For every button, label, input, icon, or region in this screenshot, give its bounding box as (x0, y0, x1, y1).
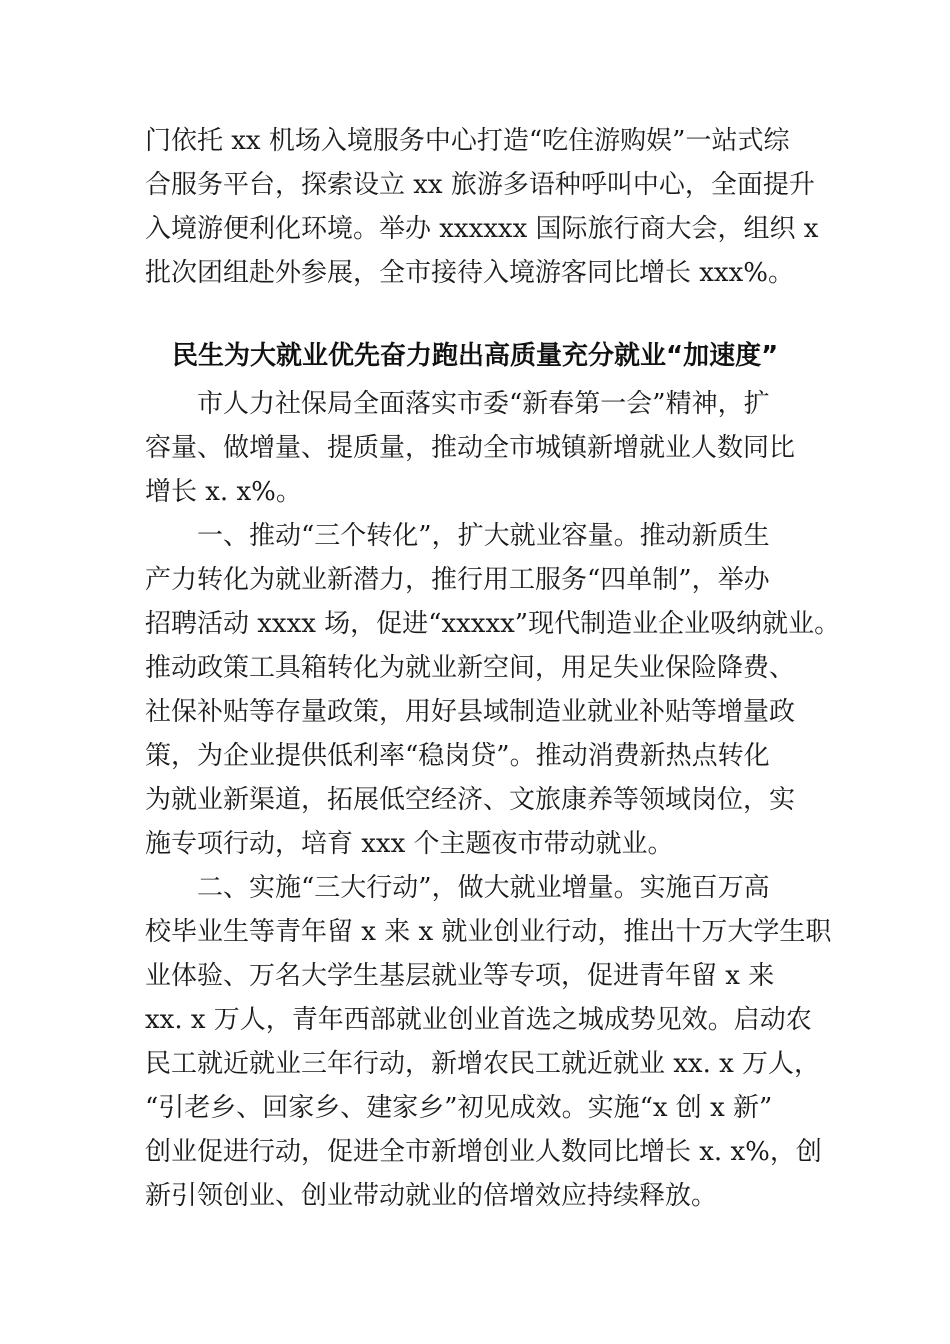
body-line-10: 为就业新渠道，拓展低空经济、文旅康养等领域岗位，实 (145, 785, 796, 815)
body-line-1: 市人力社保局全面落实市委“新春第一会”精神，扩 (145, 389, 770, 419)
body-line-6: 招聘活动 xxxx 场，促进“xxxxx”现代制造业企业吸纳就业。 (145, 609, 841, 639)
body-line-3: 增长 x. x%。 (145, 477, 302, 507)
body-line-4: 一、推动“三个转化”，扩大就业容量。推动新质生 (145, 521, 770, 551)
intro-line-1: 门依托 xx 机场入境服务中心打造“吃住游购娱”一站式综 (145, 126, 790, 156)
intro-line-2: 合服务平台，探索设立 xx 旅游多语种呼叫中心，全面提升 (145, 170, 815, 200)
body-line-19: 新引领创业、创业带动就业的倍增效应持续释放。 (145, 1181, 718, 1211)
body-line-16: 民工就近就业三年行动，新增农民工就近就业 xx. x 万人， (145, 1049, 821, 1079)
body-line-9: 策，为企业提供低利率“稳岗贷”。推动消费新热点转化 (145, 741, 770, 771)
body-line-2: 容量、做增量、提质量，推动全市城镇新增就业人数同比 (145, 433, 796, 463)
body-line-18: 创业促进行动，促进全市新增创业人数同比增长 x. x%，创 (145, 1137, 822, 1167)
section-heading: 民生为大就业优先奋力跑出高质量充分就业“加速度” (172, 341, 779, 371)
body-line-15: xx. x 万人，青年西部就业创业首选之城成势见效。启动农 (145, 1005, 812, 1035)
body-line-8: 社保补贴等存量政策，用好县域制造业就业补贴等增量政 (145, 697, 796, 727)
body-line-12: 二、实施“三大行动”，做大就业增量。实施百万高 (145, 873, 770, 903)
intro-line-3: 入境游便利化环境。举办 xxxxxx 国际旅行商大会，组织 x (145, 214, 819, 244)
body-line-14: 业体验、万名大学生基层就业等专项，促进青年留 x 来 (145, 961, 775, 991)
intro-line-4: 批次团组赴外参展，全市接待入境游客同比增长 xxx%。 (145, 258, 794, 288)
body-line-7: 推动政策工具箱转化为就业新空间，用足失业保险降费、 (145, 653, 796, 683)
body-line-5: 产力转化为就业新潜力，推行用工服务“四单制”，举办 (145, 565, 770, 595)
body-line-11: 施专项行动，培育 xxx 个主题夜市带动就业。 (145, 829, 674, 859)
body-line-13: 校毕业生等青年留 x 来 x 就业创业行动，推出十万大学生职 (145, 917, 832, 947)
body-line-17: “引老乡、回家乡、建家乡”初见成效。实施“x 创 x 新” (145, 1093, 773, 1123)
